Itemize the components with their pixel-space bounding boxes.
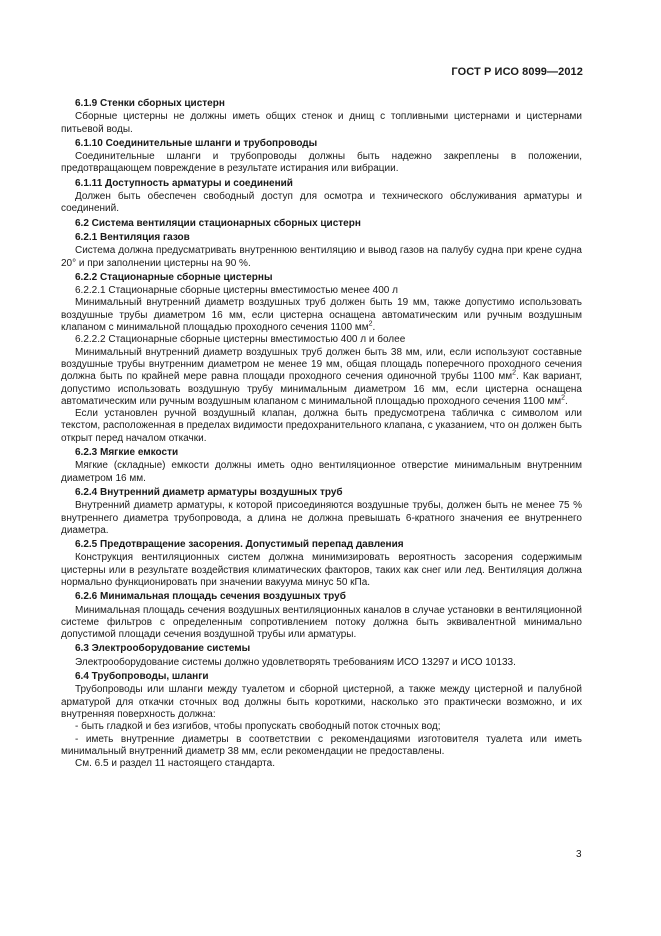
paragraph-6-2-4: Внутренний диаметр арматуры, к которой присоединяются воздушные трубы, должен быть не менее 75 % внутреннего диаметра трубопровода, а длина не должна превышать 6-кратного значения ее внутреннего диаметра. [61, 500, 582, 536]
paragraph-6-2-5: Конструкция вентиляционных систем должна минимизировать вероятность засорения содержимым цистерны или в результате воздействия климатических факторов, таких как снег или лед. Вентиляция должна нормально функционировать при значении вакуума минус 50 кПа. [61, 552, 582, 588]
paragraph-6-2-2-1-body: Минимальный внутренний диаметр воздушных труб должен быть 19 мм, также допустимо использовать воздушные трубы диаметром 16 мм, если цистерна оснащена автоматическим или ручным воздушным клапаном с минимальной площадью проходного сечения 1100 $мм^2$. [61, 297, 582, 334]
heading-6-2-2: 6.2.2 Стационарные сборные цистерны [75, 271, 273, 283]
heading-6-2-1: 6.2.1 Вентиляция газов [75, 231, 190, 243]
document-body [61, 96, 582, 772]
heading-6-2-5: 6.2.5 Предотвращение засорения. Допустимый перепад давления [75, 539, 404, 551]
list-item-smooth: - быть гладкой и без изгибов, чтобы пропускать свободный поток сточных вод; [75, 721, 441, 733]
heading-6-2: 6.2 Система вентиляции стационарных сборных цистерн [75, 217, 361, 229]
heading-6-1-10: 6.1.10 Соединительные шланги и трубопроводы [75, 137, 318, 149]
heading-6-2-6: 6.2.6 Минимальная площадь сечения воздушных труб [75, 591, 346, 603]
paragraph-reference: См. 6.5 и раздел 11 настоящего стандарта. [75, 758, 275, 770]
paragraph-6-2-3: Мягкие (складные) емкости должны иметь одно вентиляционное отверстие минимальным внутренним диаметром 16 мм. [61, 460, 582, 484]
paragraph-6-2-2-2-body: Минимальный внутренний диаметр воздушных труб должен быть 38 мм, или, если используют составные воздушные трубы внутренним диаметром не менее 19 мм, общая площадь поперечного проходного сечения должна быть по крайней мере равна площади проходного сечения одиночной трубы 1100 $мм^2$. Как вариант, допустимо использовать воздушную трубу минимальным диаметром 16 мм, если цистерна оснащена автоматическим или ручным воздушным клапаном с минимальной площадью проходного сечения 1100 $мм^2$. [61, 346, 582, 407]
paragraph-6-2-6: Минимальная площадь сечения воздушных вентиляционных каналов в случае установки в вентиляционной системе фильтров с определенным сопротивлением потоку должна быть эквивалентной минимально допустимой площади сечения воздушной трубы или арматуры. [61, 604, 582, 641]
paragraph-6-4: Трубопроводы или шланги между туалетом и сборной цистерной, а также между цистерной и палубной арматурой для откачки сточных вод должны быть короткими, насколько это практически возможно, и их внутренняя поверхность должна: [61, 684, 582, 720]
paragraph-6-1-9: Сборные цистерны не должны иметь общих стенок и днищ с топливными цистернами и цистернами питьевой воды. [61, 111, 582, 135]
heading-6-1-9: 6.1.9 Стенки сборных цистерн [75, 98, 225, 109]
paragraph-6-3: Электрооборудование системы должно удовлетворять требованиям ИСО 13297 и ИСО 10133. [75, 656, 516, 668]
list-item-diameter: - иметь внутренние диаметры в соответствии с рекомендациями изготовителя туалета или иметь минимальный внутренний диаметр 38 мм, если рекомендации не предоставлены. [61, 733, 582, 757]
heading-6-3: 6.3 Электрооборудование системы [75, 643, 251, 655]
paragraph-6-1-11: Должен быть обеспечен свободный доступ для осмотра и технического обслуживания арматуры и соединений. [61, 191, 582, 215]
paragraph-6-2-2-2: 6.2.2.2 Стационарные сборные цистерны вместимостью 400 л и более [75, 334, 406, 346]
paragraph-6-2-1: Система должна предусматривать внутреннюю вентиляцию и вывод газов на палубу судна при крене судна 20° и при заполнении цистерны на 90 %. [61, 245, 582, 269]
heading-6-2-3: 6.2.3 Мягкие емкости [75, 447, 179, 459]
page-number: 3 [576, 849, 582, 860]
heading-6-4: 6.4 Трубопроводы, шланги [75, 671, 209, 683]
paragraph-6-1-10: Соединительные шланги и трубопроводы должны быть надежно закреплены в положении, предотвращающем повреждение в результате истирания или вибрации. [61, 151, 582, 175]
heading-6-2-4: 6.2.4 Внутренний диаметр арматуры воздушных труб [75, 486, 343, 498]
document-id-header: ГОСТ Р ИСО 8099—2012 [451, 66, 583, 78]
heading-6-1-11: 6.1.11 Доступность арматуры и соединений [75, 177, 293, 189]
paragraph-manual-valve: Если установлен ручной воздушный клапан, должна быть предусмотрена табличка с символом или текстом, расположенная в пределах видимости предохранительного клапана, с указанием, что он должен быть открыт перед началом откачки. [61, 408, 582, 444]
paragraph-6-2-2-1: 6.2.2.1 Стационарные сборные цистерны вместимостью менее 400 л [75, 285, 398, 297]
